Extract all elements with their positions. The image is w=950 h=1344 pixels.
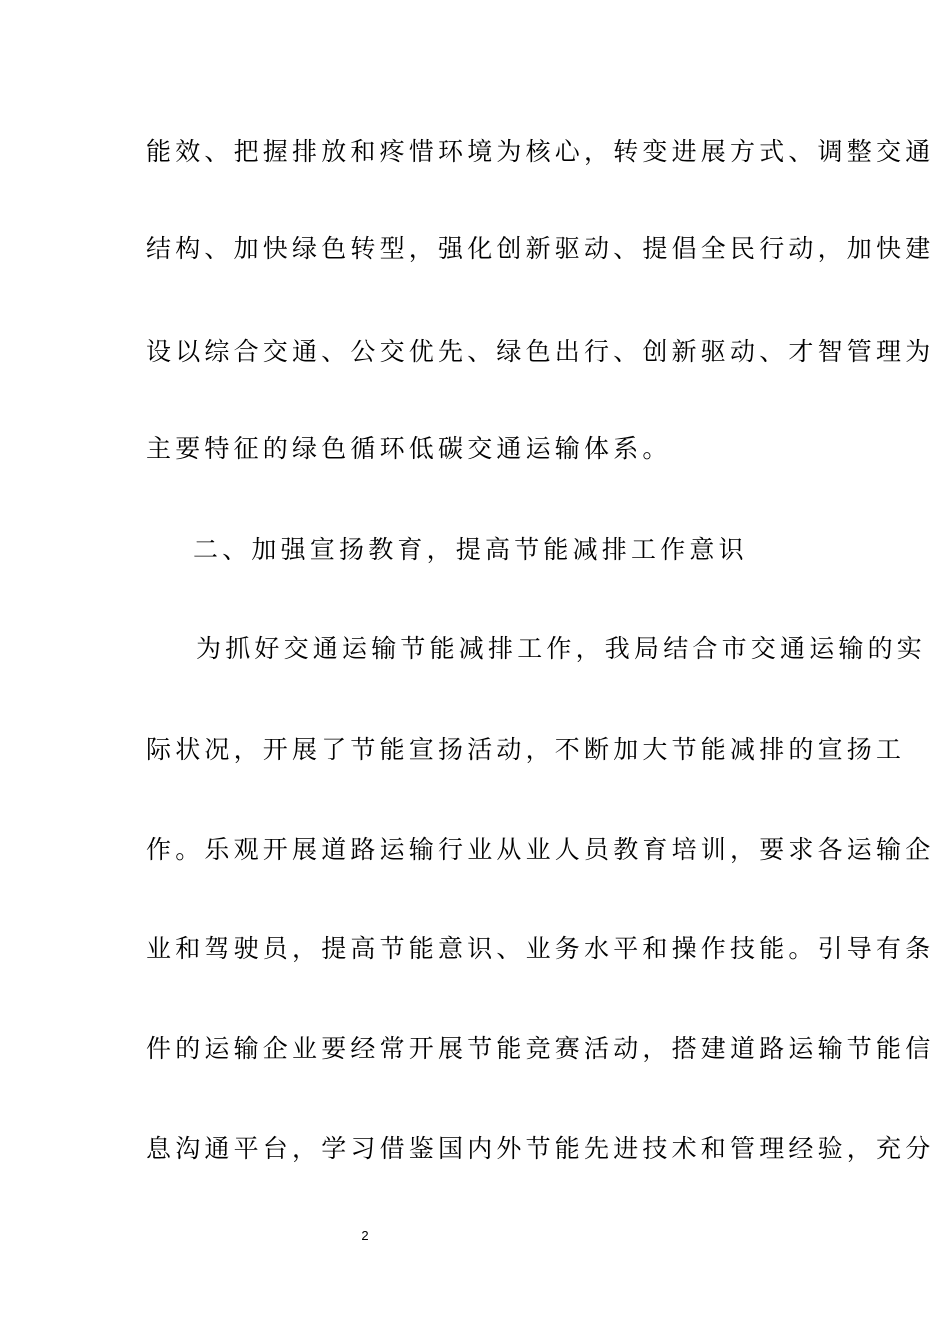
body-text-line: 际状况，开展了节能宣扬活动，不断加大节能减排的宣扬工 xyxy=(146,735,906,764)
body-text-line: 主要特征的绿色循环低碳交通运输体系。 xyxy=(146,434,672,463)
body-text-line: 件的运输企业要经常开展节能竞赛活动，搭建道路运输节能信 xyxy=(146,1034,935,1063)
body-text-line: 息沟通平台，学习借鉴国内外节能先进技术和管理经验，充分 xyxy=(146,1134,935,1163)
body-text-line: 业和驾驶员，提高节能意识、业务水平和操作技能。引导有条 xyxy=(146,934,935,963)
body-text-line: 设以综合交通、公交优先、绿色出行、创新驱动、才智管理为 xyxy=(146,337,935,366)
body-text-line: 结构、加快绿色转型，强化创新驱动、提倡全民行动，加快建 xyxy=(146,234,935,263)
page-number: 2 xyxy=(361,1228,369,1243)
body-text-line: 作。乐观开展道路运输行业从业人员教育培训，要求各运输企 xyxy=(146,835,935,864)
body-text-line: 能效、把握排放和疼惜环境为核心，转变进展方式、调整交通 xyxy=(146,137,935,166)
section-heading: 二、加强宣扬教育，提高节能减排工作意识 xyxy=(193,535,748,564)
paragraph-first-line: 为抓好交通运输节能减排工作，我局结合市交通运输的实 xyxy=(196,634,927,663)
